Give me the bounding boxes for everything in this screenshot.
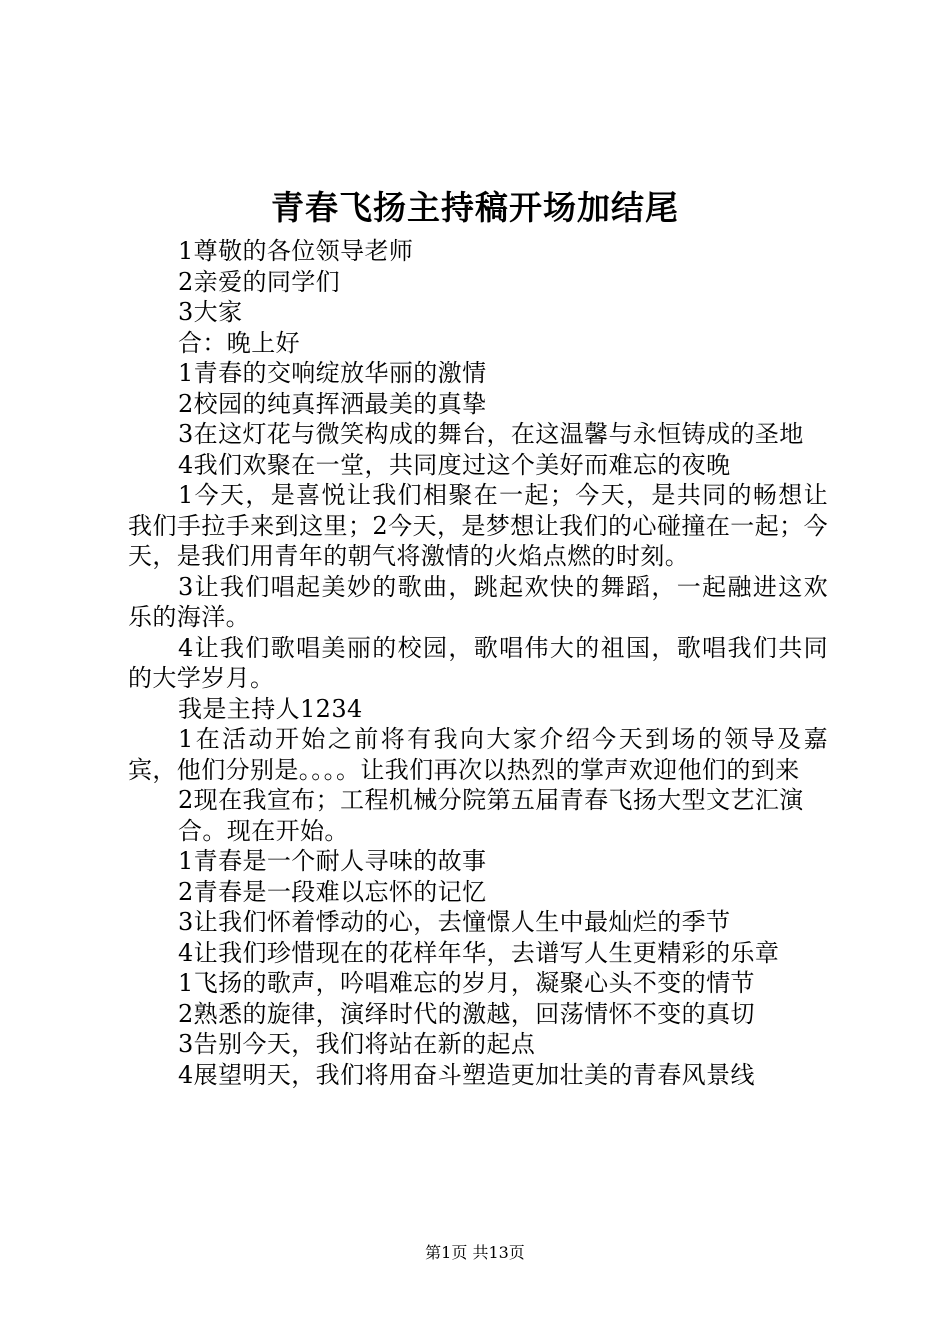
paragraph: 1飞扬的歌声，吟唱难忘的岁月，凝聚心头不变的情节 [178,969,755,997]
paragraph: 1尊敬的各位领导老师 [178,237,414,265]
paragraph: 3大家 [178,298,243,326]
paragraph: 4展望明天，我们将用奋斗塑造更加壮美的青春风景线 [178,1060,755,1089]
paragraph: 2现在我宣布；工程机械分院第五届青春飞扬大型文艺汇演 [178,786,804,814]
paragraph: 4让我们歌唱美丽的校园，歌唱伟大的祖国，歌唱我们共同的大学岁月。 [128,633,828,692]
paragraph: 合：晚上好 [178,328,300,357]
document-body [128,236,828,1090]
paragraph: 合。现在开始。 [178,816,349,845]
paragraph: 我是主持人1234 [178,694,363,723]
paragraph: 3让我们唱起美妙的歌曲，跳起欢快的舞蹈，一起融进这欢乐的海洋。 [128,572,828,631]
paragraph: 2校园的纯真挥洒最美的真挚 [178,389,487,418]
paragraph: 3让我们怀着悸动的心，去憧憬人生中最灿烂的季节 [178,908,731,936]
paragraph: 1青春是一个耐人寻味的故事 [178,847,487,875]
paragraph: 4我们欢聚在一堂，共同度过这个美好而难忘的夜晚 [178,450,731,479]
paragraph: 1青春的交响绽放华丽的激情 [178,359,487,387]
paragraph: 3告别今天，我们将站在新的起点 [178,1030,536,1058]
paragraph: 2亲爱的同学们 [178,267,341,296]
paragraph: 4让我们珍惜现在的花样年华，去谱写人生更精彩的乐章 [178,938,780,967]
paragraph: 2青春是一段难以忘怀的记忆 [178,877,487,906]
paragraph: 3在这灯花与微笑构成的舞台，在这温馨与永恒铸成的圣地 [178,420,804,448]
document-title: 青春飞扬主持稿开场加结尾 [271,188,679,227]
paragraph: 1在活动开始之前将有我向大家介绍今天到场的领导及嘉宾，他们分别是。。。。让我们再次以热烈的掌声欢迎他们的到来 [128,725,828,784]
paragraph: 1今天，是喜悦让我们相聚在一起；今天，是共同的畅想让我们手拉手来到这里；2今天，是梦想让我们的心碰撞在一起；今天，是我们用青年的朝气将激情的火焰点燃的时刻。 [128,481,828,570]
paragraph: 2熟悉的旋律，演绎时代的激越，回荡情怀不变的真切 [178,999,755,1028]
page-footer: 第1页 共13页 [425,1243,525,1262]
